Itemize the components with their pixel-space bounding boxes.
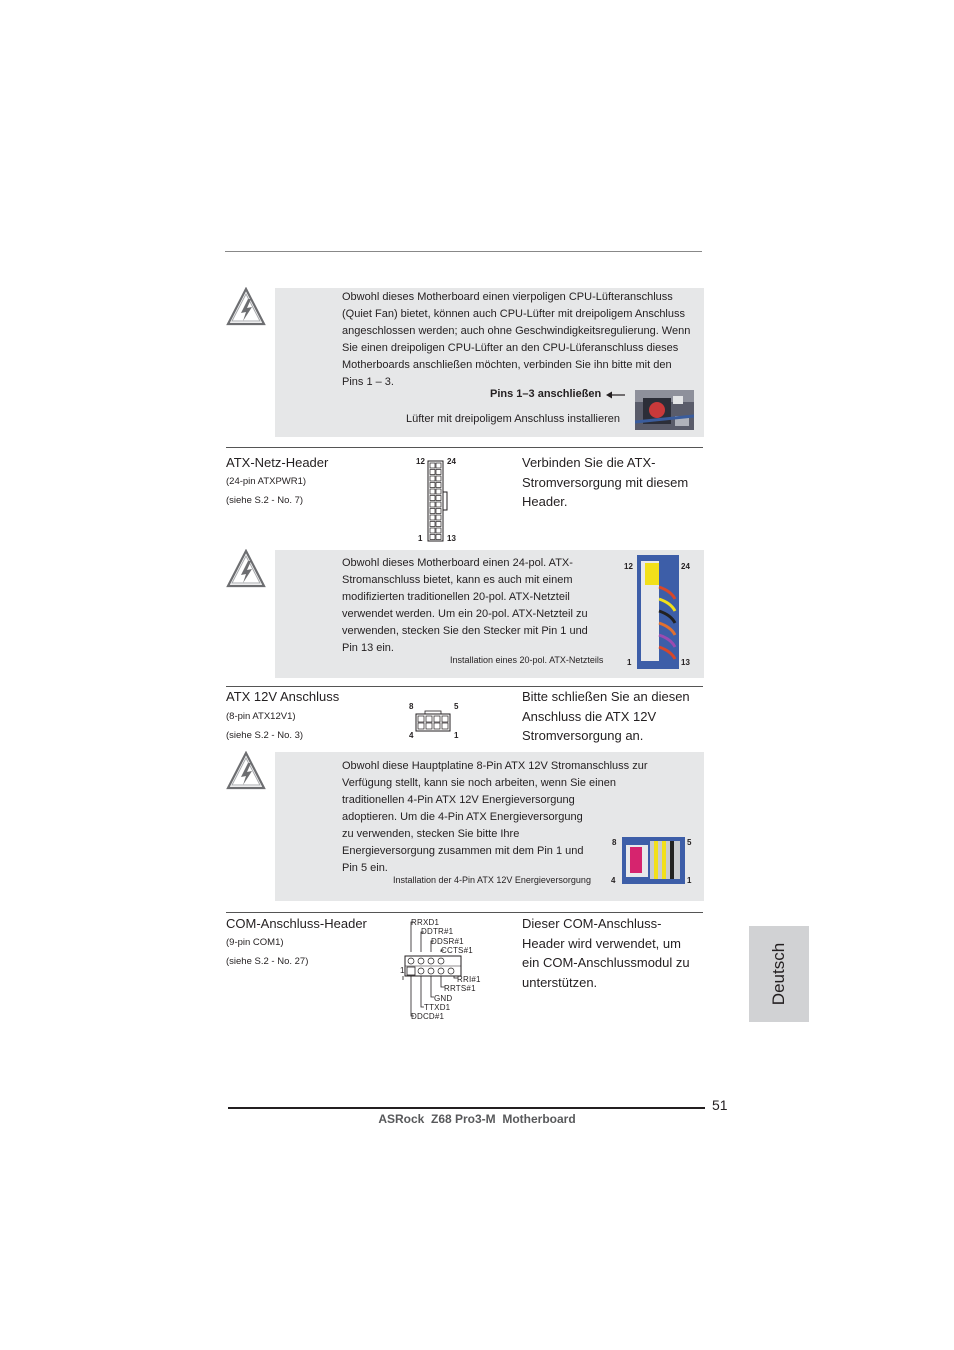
top-rule xyxy=(225,251,702,252)
cpu-fan-caption: Lüfter mit dreipoligem Anschluss installieren xyxy=(406,413,620,425)
atx-pin-1: 1 xyxy=(418,534,423,543)
atx12v-pin-1: 1 xyxy=(454,731,459,740)
note-20pin-text: Obwohl dieses Motherboard einen 24-pol. ATX- Stromanschluss bietet, kann es auch mit einem modifizierten traditionellen 20-pol. ATX-Netzteil verwendet werden. Um ein 20-pol. ATX-Netzteil zu verwenden, stecken Sie den Stecker mit Pin 1 und Pin 13 ein. xyxy=(342,557,588,654)
warning-icon xyxy=(226,549,266,589)
atx12v-pin-8: 8 xyxy=(409,702,414,711)
com-header-description: Dieser COM-Anschluss- Header wird verwendet, um ein COM-Anschlussmodul zu unterstützen. xyxy=(522,916,690,990)
warning-icon xyxy=(226,751,266,791)
4pin-caption: Installation der 4-Pin ATX 12V Energieversorgung xyxy=(393,875,591,885)
section-rule xyxy=(226,912,703,913)
atx-pin-13: 13 xyxy=(447,534,456,543)
atx-power-title: ATX-Netz-Header xyxy=(226,455,329,470)
atx12v-8pin-connector-diagram xyxy=(415,710,451,732)
fan-connector-photo xyxy=(635,390,694,430)
psu-photo-pin-1: 1 xyxy=(627,658,632,667)
language-tab-label: Deutsch xyxy=(769,942,788,1006)
footer-title: ASRock Z68 Pro3-M Motherboard xyxy=(378,1112,576,1126)
atx12v-ref: (siehe S.2 - No. 3) xyxy=(226,730,304,741)
psu-photo-pin-12: 12 xyxy=(624,562,633,571)
note-cpu-fan-text: Obwohl dieses Motherboard einen vierpoligen CPU-Lüfteranschluss (Quiet Fan) bietet, können auch CPU-Lüfter mit dreipoligem Anschluss angeschlossen werden; auch ohne Geschwindigkeitsregulierung. Wenn Sie einen dreipoligen CPU-Lüfter an den CPU-Lüferanschluss dieses Motherboards anschließen möchten, verbinden Sie ihn bitte mit den Pins 1 – 3. xyxy=(342,291,691,388)
com-header-pin-info: (9-pin COM1) xyxy=(226,937,284,948)
12v-photo-pin-4: 4 xyxy=(611,876,616,885)
atx12v-pin-4: 4 xyxy=(409,731,414,740)
psu-20pin-photo xyxy=(637,555,679,669)
footer-rule xyxy=(228,1107,705,1109)
12v-photo-pin-5: 5 xyxy=(687,838,692,847)
arrow-left-icon xyxy=(606,390,626,400)
atx12v-pin-5: 5 xyxy=(454,702,459,711)
note-4pin-text: Obwohl diese Hauptplatine 8-Pin ATX 12V Stromanschluss zur Verfügung stellt, kann sie noch arbeiten, wenn Sie einen traditionellen 4-Pin ATX 12V Energieversorgung adoptieren. Um die 4-Pin ATX Energieversorgung zu verwenden, stecken Sie bitte Ihre Energieversorgung zusammen mit dem Pin 1 und Pin 5 ein. xyxy=(342,760,648,874)
com-header-ref: (siehe S.2 - No. 27) xyxy=(226,956,309,967)
atx-pin-24: 24 xyxy=(447,457,456,466)
12v-photo-pin-8: 8 xyxy=(612,838,617,847)
warning-icon xyxy=(226,287,266,327)
atx-power-description: Verbinden Sie die ATX- Stromversorgung mit diesem Header. xyxy=(522,455,689,510)
pins-1-3-label: Pins 1–3 anschließen xyxy=(490,388,602,400)
20pin-caption: Installation eines 20-pol. ATX-Netzteils xyxy=(450,655,604,665)
language-tab xyxy=(749,926,809,1022)
com-pin-labels-bottom: RRI#1 RRTS#1 GND TTXD1 DDCD#1 xyxy=(411,975,481,1022)
psu-photo-pin-24: 24 xyxy=(681,562,690,571)
page-number: 51 xyxy=(712,1097,728,1113)
psu-4pin-photo xyxy=(622,837,685,884)
com-header-title: COM-Anschluss-Header xyxy=(226,916,367,931)
atx12v-title: ATX 12V Anschluss xyxy=(226,689,340,704)
12v-photo-pin-1: 1 xyxy=(687,876,692,885)
atx12v-description: Bitte schließen Sie an diesen Anschluss die ATX 12V Stromversorgung an. xyxy=(522,689,690,744)
com-pin-1: 1 xyxy=(400,966,405,975)
atx-pin-12: 12 xyxy=(416,457,425,466)
section-rule xyxy=(226,447,703,448)
atx-power-ref: (siehe S.2 - No. 7) xyxy=(226,495,304,506)
psu-photo-pin-13: 13 xyxy=(681,658,690,667)
atx-power-pin-info: (24-pin ATXPWR1) xyxy=(226,476,307,487)
com-pin-labels-top: RRXD1 DDTR#1 DDSR#1 CCTS#1 xyxy=(411,918,473,955)
atx12v-pin-info: (8-pin ATX12V1) xyxy=(226,711,296,722)
atx-24pin-connector-diagram xyxy=(427,460,451,542)
